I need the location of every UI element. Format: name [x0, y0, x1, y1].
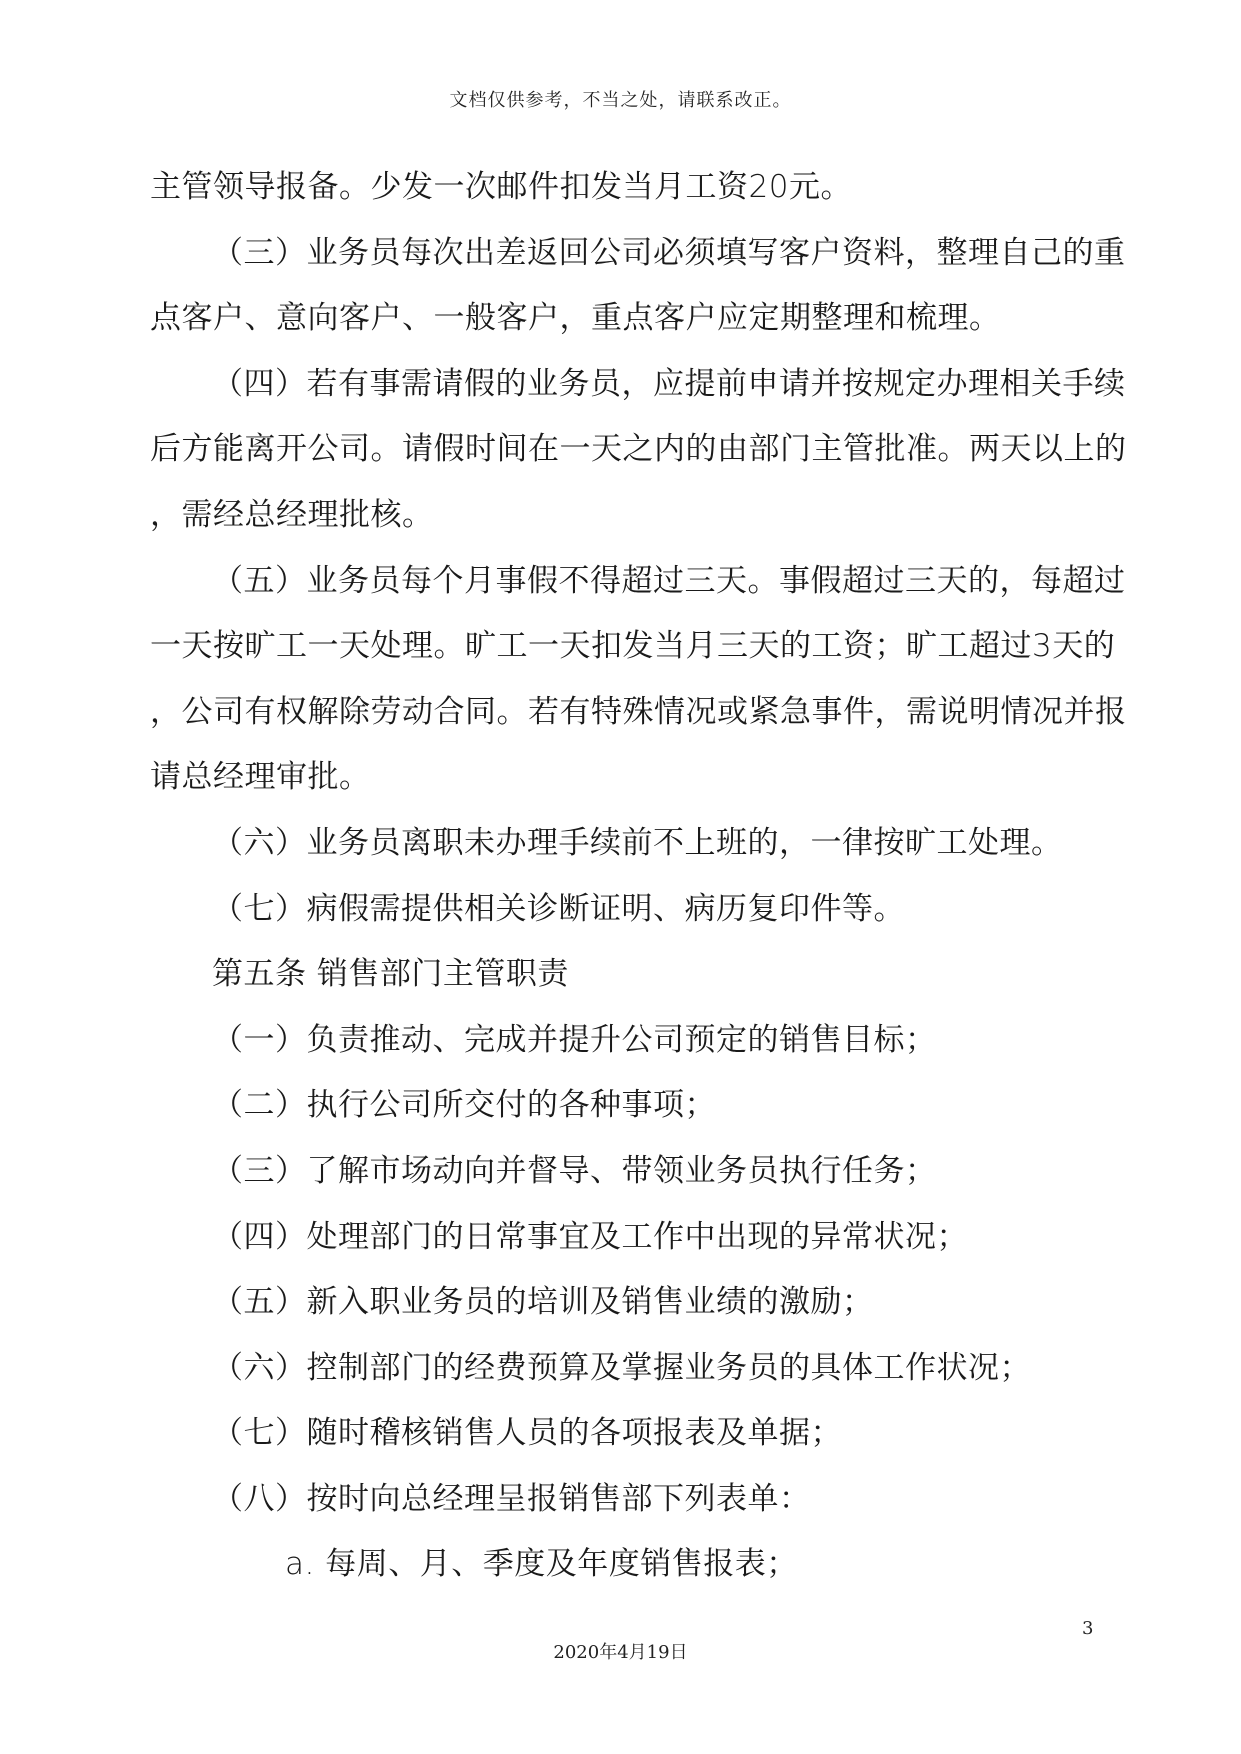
text-line: 一天按旷工一天处理。旷工一天扣发当月三天的工资；旷工超过3天的 — [150, 628, 1116, 665]
list-item: （四）处理部门的日常事宜及工作中出现的异常状况； — [212, 1218, 968, 1255]
text-line: ，公司有权解除劳动合同。若有特殊情况或紧急事件，需说明情况并报 — [150, 693, 1127, 730]
text-line: （五）业务员每个月事假不得超过三天。事假超过三天的，每超过 — [212, 562, 1126, 599]
sub-list-item: a. 每周、月、季度及年度销售报表； — [285, 1546, 798, 1583]
list-item: （五）新入职业务员的培训及销售业绩的激励； — [212, 1284, 874, 1321]
text-line: （三）业务员每次出差返回公司必须填写客户资料，整理自己的重 — [212, 234, 1126, 271]
text-line: （六）业务员离职未办理手续前不上班的，一律按旷工处理。 — [212, 824, 1063, 861]
list-item: （二）执行公司所交付的各种事项； — [212, 1087, 716, 1124]
section-heading: 第五条 销售部门主管职责 — [212, 956, 569, 993]
list-item: （八）按时向总经理呈报销售部下列表单： — [212, 1480, 811, 1517]
text-line: （四）若有事需请假的业务员，应提前申请并按规定办理相关手续 — [212, 365, 1126, 402]
page-header-note: 文档仅供参考，不当之处，请联系改正。 — [449, 90, 792, 111]
list-item: （三）了解市场动向并督导、带领业务员执行任务； — [212, 1152, 937, 1189]
text-line: ，需经总经理批核。 — [150, 496, 434, 533]
list-item: （一）负责推动、完成并提升公司预定的销售目标； — [212, 1021, 937, 1058]
text-line: 点客户、意向客户、一般客户，重点客户应定期整理和梳理。 — [150, 300, 1001, 337]
text-line: 主管领导报备。少发一次邮件扣发当月工资20元。 — [150, 169, 852, 205]
text-line: 后方能离开公司。请假时间在一天之内的由部门主管批准。两天以上的 — [150, 431, 1127, 468]
list-item: （七）随时稽核销售人员的各项报表及单据； — [212, 1415, 842, 1452]
page-number: 3 — [1082, 1618, 1094, 1639]
text-line: （七）病假需提供相关诊断证明、病历复印件等。 — [212, 890, 905, 927]
text-line: 请总经理审批。 — [150, 759, 371, 796]
footer-date: 2020年4月19日 — [553, 1642, 688, 1663]
document-body — [150, 155, 1127, 1598]
list-item: （六）控制部门的经费预算及掌握业务员的具体工作状况； — [212, 1349, 1031, 1386]
